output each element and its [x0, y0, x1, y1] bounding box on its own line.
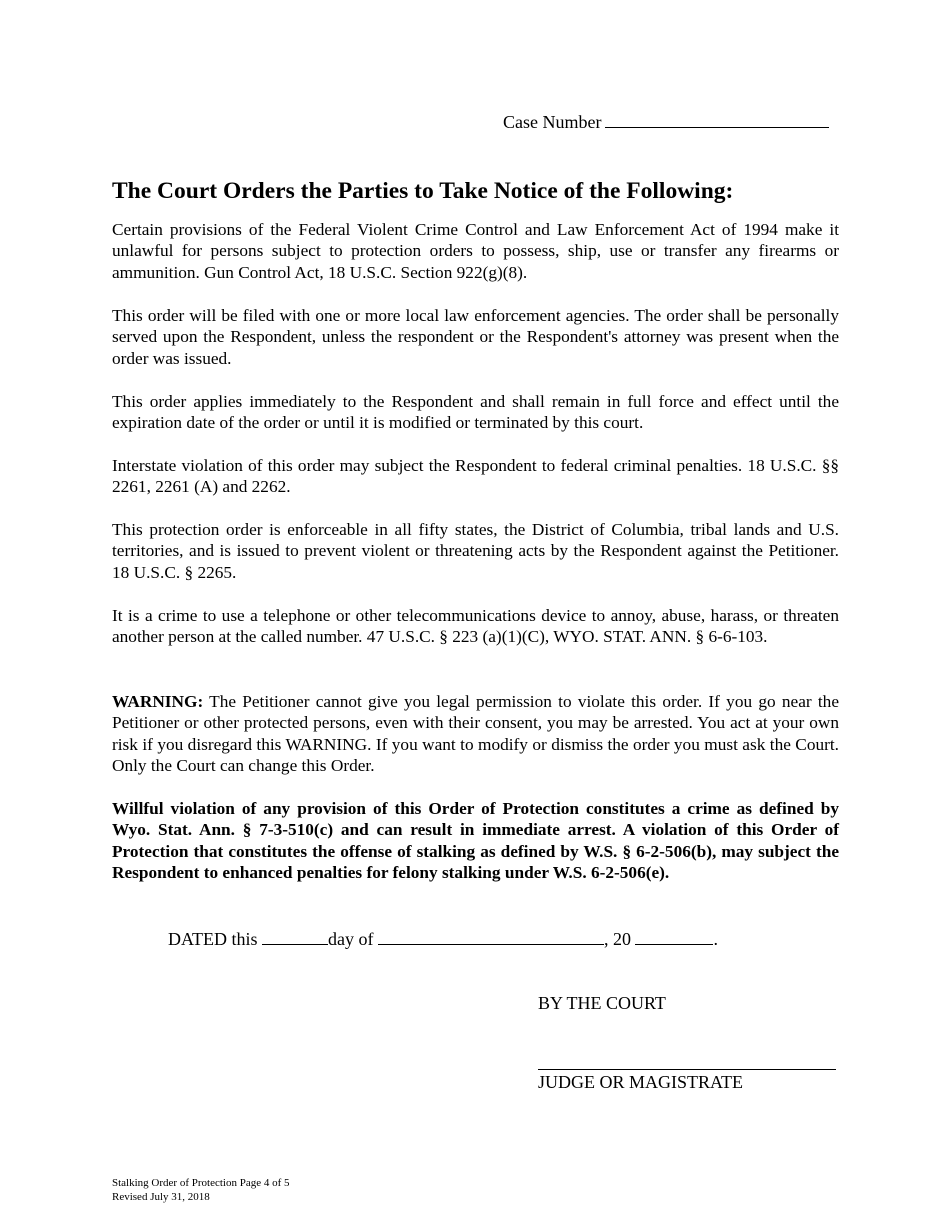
signature-line[interactable] — [538, 1069, 836, 1070]
warning-text: The Petitioner cannot give you legal permission to violate this order. If you go near the Petitioner or other protected persons, even with their consent, you may be arrested. You act at your own risk if you disregard this WARNING. If you want to modify or dismiss the order you must ask the Court. Only the Court can change this Order. — [112, 692, 839, 775]
case-number-label: Case Number — [503, 112, 602, 132]
dated-line — [168, 929, 718, 950]
day-blank[interactable] — [262, 930, 328, 945]
dated-day-of: day of — [328, 929, 378, 949]
paragraph-effect: This order applies immediately to the Respondent and shall remain in full force and effect until the expiration date of the order or until it is modified or terminated by this court. — [112, 392, 839, 433]
month-blank[interactable] — [378, 930, 604, 945]
paragraph-enforceable: This protection order is enforceable in all fifty states, the District of Columbia, tribal lands and U.S. territories, and is issued to prevent violent or threatening acts by the Respondent against the Petitioner. 18 U.S.C. § 2265. — [112, 520, 839, 582]
warning-label: WARNING: — [112, 692, 204, 711]
year-blank[interactable] — [635, 930, 713, 945]
dated-prefix: DATED this — [168, 929, 262, 949]
paragraph-telephone: It is a crime to use a telephone or other telecommunications device to annoy, abuse, harass, or threaten another person at the called number. 47 U.S.C. § 223 (a)(1)(C), WYO. STAT. ANN. § 6-6-103. — [112, 606, 839, 647]
by-the-court: BY THE COURT — [538, 993, 666, 1013]
paragraph-warning — [112, 691, 839, 776]
paragraph-firearms: Certain provisions of the Federal Violent Crime Control and Law Enforcement Act of 1994 make it unlawful for persons subject to protection orders to possess, ship, use or transfer any firearms or ammunition. Gun Control Act, 18 U.S.C. Section 922(g)(8). — [112, 220, 839, 282]
dated-suffix: . — [713, 929, 718, 949]
paragraph-willful-violation: Willful violation of any provision of this Order of Protection constitutes a crime as defined by Wyo. Stat. Ann. § 7-3-510(c) and can result in immediate arrest. A violation of this Order of Protection that constitutes the offense of stalking as defined by W.S. § 6-2-506(b), may subject the Respondent to enhanced penalties for felony stalking under W.S. 6-2-506(e). — [112, 799, 839, 882]
footer-page-info: Stalking Order of Protection Page 4 of 5 — [112, 1177, 290, 1189]
case-number-blank[interactable] — [605, 113, 829, 128]
paragraph-interstate: Interstate violation of this order may subject the Respondent to federal criminal penalties. 18 U.S.C. §§ 2261, 2261 (A) and 2262. — [112, 456, 839, 497]
page-footer — [112, 1176, 290, 1204]
judge-label: JUDGE OR MAGISTRATE — [538, 1072, 744, 1092]
footer-revision: Revised July 31, 2018 — [112, 1191, 210, 1203]
page-title: The Court Orders the Parties to Take Notice of the Following: — [112, 178, 734, 204]
paragraph-filing: This order will be filed with one or more local law enforcement agencies. The order shall be personally served upon the Respondent, unless the respondent or the Respondent's attorney was present when the order was issued. — [112, 306, 839, 368]
dated-year-prefix: , 20 — [603, 929, 636, 949]
case-number-field — [503, 112, 829, 133]
